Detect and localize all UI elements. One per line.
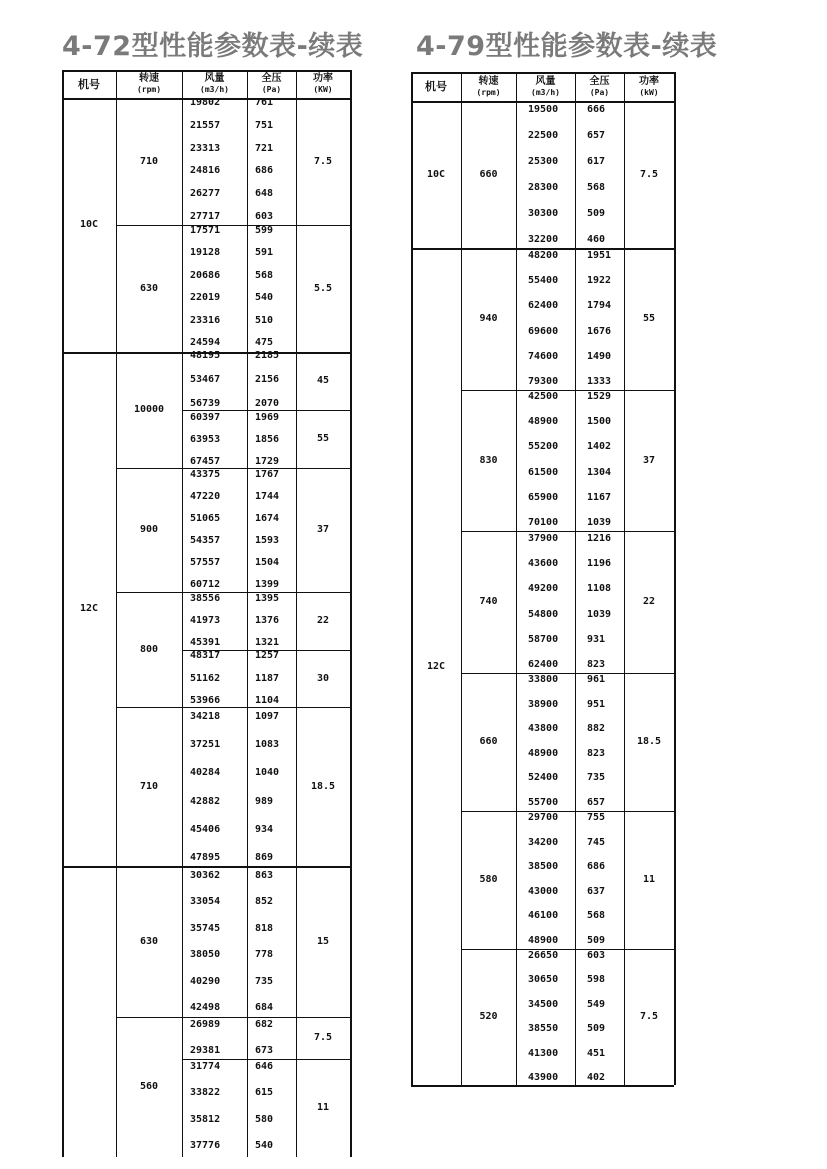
header-airflow-label: 风量: [535, 75, 556, 87]
pressure-value: 1216: [587, 533, 612, 544]
pressure-value: 1922: [587, 275, 612, 286]
table-vertical-rule: [411, 72, 413, 1085]
pressure-value: 682: [255, 1019, 274, 1030]
airflow-value: 24594: [190, 337, 221, 348]
header-speed-label: 转速: [139, 73, 159, 84]
pressure-value: 615: [255, 1087, 274, 1098]
header-model-label: 机号: [78, 77, 100, 91]
airflow-value: 63953: [190, 434, 221, 445]
power-cell: 37: [642, 454, 656, 466]
pressure-value: 1951: [587, 250, 612, 261]
speed-cell: 710: [139, 780, 159, 792]
pressure-value: 761: [255, 97, 274, 108]
table-vertical-rule: [461, 72, 462, 1085]
airflow-value: 52400: [528, 772, 559, 783]
pressure-value: 637: [587, 886, 606, 897]
header-pressure-label: 全压: [589, 75, 610, 87]
table-horizontal-rule: [461, 949, 674, 950]
pressure-value: 673: [255, 1045, 274, 1056]
airflow-value: 35812: [190, 1114, 221, 1125]
pressure-value: 755: [587, 812, 606, 823]
airflow-value: 38900: [528, 699, 559, 710]
airflow-value: 32200: [528, 234, 559, 245]
airflow-value: 60712: [190, 579, 221, 590]
table-horizontal-rule: [411, 248, 674, 250]
model-cell: 10C: [79, 219, 99, 230]
table-horizontal-rule: [461, 531, 674, 532]
airflow-value: 41973: [190, 615, 221, 626]
airflow-value: 29700: [528, 812, 559, 823]
power-cell: 22: [316, 615, 330, 626]
header-power-unit: (kW): [639, 87, 659, 97]
speed-cell: 660: [479, 736, 498, 747]
airflow-value: 33054: [190, 896, 221, 907]
airflow-value: 48200: [528, 250, 559, 261]
power-cell: 45: [316, 375, 330, 386]
airflow-value: 54357: [190, 535, 221, 546]
pressure-value: 934: [255, 824, 274, 835]
pressure-value: 852: [255, 896, 274, 907]
speed-cell: 580: [479, 874, 498, 885]
airflow-value: 37900: [528, 533, 559, 544]
header-model: [411, 72, 461, 101]
speed-cell: 940: [479, 313, 498, 324]
pressure-value: 1395: [255, 593, 280, 604]
airflow-value: 22019: [190, 292, 221, 303]
pressure-value: 951: [587, 699, 606, 710]
airflow-value: 19128: [190, 247, 221, 258]
airflow-value: 57557: [190, 557, 221, 568]
header-pressure-unit: (Pa): [261, 85, 282, 94]
airflow-value: 55200: [528, 441, 559, 452]
header-pressure: [575, 72, 624, 101]
airflow-value: 33800: [528, 674, 559, 685]
model-cell: 10C: [426, 168, 446, 180]
airflow-value: 70100: [528, 517, 559, 528]
pressure-value: 1794: [587, 300, 612, 311]
pressure-value: 2185: [255, 350, 280, 361]
table-vertical-rule: [575, 72, 576, 1085]
pressure-value: 540: [255, 1140, 274, 1151]
airflow-value: 45406: [190, 824, 221, 835]
pressure-value: 648: [255, 188, 274, 199]
airflow-value: 34500: [528, 999, 559, 1010]
airflow-value: 34200: [528, 837, 559, 848]
pressure-value: 1969: [255, 412, 280, 423]
table-horizontal-rule: [411, 72, 674, 74]
pressure-value: 1167: [587, 492, 612, 503]
pressure-value: 1504: [255, 557, 280, 568]
pressure-value: 735: [255, 976, 274, 987]
airflow-value: 43000: [528, 886, 559, 897]
header-speed: [461, 72, 516, 101]
speed-cell: 740: [479, 596, 498, 607]
pressure-value: 1376: [255, 615, 280, 626]
airflow-value: 41300: [528, 1048, 559, 1059]
power-cell: 7.5: [313, 1032, 333, 1043]
airflow-value: 31774: [190, 1061, 221, 1072]
airflow-value: 22500: [528, 130, 559, 141]
pressure-value: 778: [255, 949, 274, 960]
pressure-value: 1767: [255, 469, 280, 480]
header-speed-label: 转速: [478, 75, 499, 87]
table-horizontal-rule: [411, 1085, 674, 1087]
airflow-value: 62400: [528, 659, 559, 670]
airflow-value: 30362: [190, 870, 221, 881]
pressure-value: 823: [587, 659, 606, 670]
header-speed-unit: (rpm): [136, 85, 162, 94]
airflow-value: 23313: [190, 143, 221, 154]
speed-cell: 900: [139, 524, 159, 535]
pressure-value: 1729: [255, 456, 280, 467]
airflow-value: 51162: [190, 673, 221, 684]
airflow-value: 27717: [190, 211, 221, 222]
speed-cell: 830: [479, 454, 498, 466]
airflow-value: 42498: [190, 1002, 221, 1013]
header-airflow-unit: (m3/h): [200, 85, 229, 94]
header-pressure-unit: (Pa): [589, 87, 610, 97]
power-cell: 7.5: [639, 1011, 659, 1022]
pressure-value: 549: [587, 999, 606, 1010]
airflow-value: 43900: [528, 1072, 559, 1083]
airflow-value: 56739: [190, 398, 221, 409]
pressure-value: 686: [587, 861, 606, 872]
pressure-value: 568: [255, 270, 274, 281]
pressure-value: 684: [255, 1002, 274, 1013]
airflow-value: 43375: [190, 469, 221, 480]
pressure-value: 735: [587, 772, 606, 783]
pressure-value: 646: [255, 1061, 274, 1072]
table-horizontal-rule: [461, 811, 674, 812]
airflow-value: 74600: [528, 351, 559, 362]
airflow-value: 48900: [528, 416, 559, 427]
pressure-value: 1321: [255, 637, 280, 648]
airflow-value: 42882: [190, 796, 221, 807]
pressure-value: 931: [587, 634, 606, 645]
pressure-value: 823: [587, 748, 606, 759]
pressure-value: 617: [587, 156, 606, 167]
pressure-value: 451: [587, 1048, 606, 1059]
airflow-value: 33822: [190, 1087, 221, 1098]
table-vertical-rule: [516, 72, 517, 1085]
speed-cell: 710: [139, 155, 159, 167]
pressure-value: 598: [587, 974, 606, 985]
model-cell: 12C: [79, 603, 99, 614]
airflow-value: 47895: [190, 852, 221, 863]
speed-cell: 520: [479, 1011, 498, 1022]
power-cell: 11: [316, 1102, 330, 1113]
airflow-value: 62400: [528, 300, 559, 311]
airflow-value: 43800: [528, 723, 559, 734]
airflow-value: 23316: [190, 315, 221, 326]
pressure-value: 869: [255, 852, 274, 863]
table-vertical-rule: [624, 72, 625, 1085]
pressure-value: 751: [255, 120, 274, 131]
airflow-value: 28300: [528, 182, 559, 193]
pressure-value: 657: [587, 797, 606, 808]
pressure-value: 509: [587, 935, 606, 946]
pressure-value: 1039: [587, 609, 612, 620]
pressure-value: 540: [255, 292, 274, 303]
pressure-value: 475: [255, 337, 274, 348]
pressure-value: 1674: [255, 513, 280, 524]
speed-cell: 660: [479, 168, 498, 180]
airflow-value: 65900: [528, 492, 559, 503]
airflow-value: 38556: [190, 593, 221, 604]
pressure-value: 1399: [255, 579, 280, 590]
airflow-value: 30300: [528, 208, 559, 219]
pressure-value: 989: [255, 796, 274, 807]
airflow-value: 19500: [528, 104, 559, 115]
speed-cell: 560: [139, 1081, 159, 1092]
power-cell: 55: [642, 313, 656, 324]
pressure-value: 818: [255, 923, 274, 934]
pressure-value: 1187: [255, 673, 280, 684]
pressure-value: 1333: [587, 376, 612, 387]
airflow-value: 69600: [528, 326, 559, 337]
airflow-value: 48317: [190, 650, 221, 661]
pressure-value: 591: [255, 247, 274, 258]
pressure-value: 460: [587, 234, 606, 245]
airflow-value: 53467: [190, 374, 221, 385]
airflow-value: 34218: [190, 711, 221, 722]
pressure-value: 882: [587, 723, 606, 734]
airflow-value: 45391: [190, 637, 221, 648]
pressure-value: 2070: [255, 398, 280, 409]
airflow-value: 37251: [190, 739, 221, 750]
pressure-value: 1676: [587, 326, 612, 337]
airflow-value: 47220: [190, 491, 221, 502]
header-airflow-unit: (m3/h): [531, 87, 560, 97]
right-table-title: 4-79型性能参数表-续表: [416, 31, 718, 62]
pressure-value: 745: [587, 837, 606, 848]
pressure-value: 568: [587, 910, 606, 921]
airflow-value: 40290: [190, 976, 221, 987]
table-vertical-rule: [674, 72, 676, 1085]
header-speed-unit: (rpm): [476, 87, 501, 97]
pressure-value: 402: [587, 1072, 606, 1083]
speed-cell: 800: [139, 643, 159, 655]
pressure-value: 686: [255, 165, 274, 176]
airflow-value: 55400: [528, 275, 559, 286]
power-cell: 55: [316, 433, 330, 444]
speed-cell: 630: [139, 935, 159, 947]
model-cell: 12C: [426, 660, 446, 672]
pressure-value: 603: [587, 950, 606, 961]
pressure-value: 863: [255, 870, 274, 881]
airflow-value: 38550: [528, 1023, 559, 1034]
airflow-value: 38050: [190, 949, 221, 960]
power-cell: 5.5: [313, 282, 333, 294]
power-cell: 7.5: [313, 155, 333, 167]
pressure-value: 1593: [255, 535, 280, 546]
pressure-value: 666: [587, 104, 606, 115]
airflow-value: 40284: [190, 767, 221, 778]
speed-cell: 630: [139, 282, 159, 294]
header-airflow-label: 风量: [204, 73, 225, 84]
pressure-value: 961: [587, 674, 606, 685]
pressure-value: 599: [255, 225, 274, 236]
pressure-value: 510: [255, 315, 274, 326]
pressure-value: 1744: [255, 491, 280, 502]
pressure-value: 1257: [255, 650, 280, 661]
pressure-value: 509: [587, 208, 606, 219]
airflow-value: 26989: [190, 1019, 221, 1030]
power-cell: 22: [642, 596, 656, 607]
table-horizontal-rule: [411, 101, 674, 103]
pressure-value: 580: [255, 1114, 274, 1125]
pressure-value: 509: [587, 1023, 606, 1034]
airflow-value: 67457: [190, 456, 221, 467]
table-horizontal-rule: [461, 673, 674, 674]
pressure-value: 1490: [587, 351, 612, 362]
pressure-value: 2156: [255, 374, 280, 385]
airflow-value: 46100: [528, 910, 559, 921]
pressure-value: 1529: [587, 391, 612, 402]
airflow-value: 43600: [528, 558, 559, 569]
airflow-value: 51065: [190, 513, 221, 524]
power-cell: 37: [316, 524, 330, 535]
airflow-value: 17571: [190, 225, 221, 236]
airflow-value: 25300: [528, 156, 559, 167]
airflow-value: 19802: [190, 97, 221, 108]
airflow-value: 24816: [190, 165, 221, 176]
airflow-value: 26277: [190, 188, 221, 199]
header-airflow: [516, 72, 575, 101]
airflow-value: 48900: [528, 935, 559, 946]
pressure-value: 568: [587, 182, 606, 193]
airflow-value: 54800: [528, 609, 559, 620]
pressure-value: 1196: [587, 558, 612, 569]
airflow-value: 29381: [190, 1045, 221, 1056]
power-cell: 7.5: [639, 168, 659, 180]
pressure-value: 1039: [587, 517, 612, 528]
header-power: [624, 72, 674, 101]
airflow-value: 61500: [528, 467, 559, 478]
airflow-value: 48900: [528, 748, 559, 759]
airflow-value: 58700: [528, 634, 559, 645]
power-cell: 18.5: [636, 736, 662, 747]
airflow-value: 79300: [528, 376, 559, 387]
header-power-unit: (KW): [313, 85, 333, 94]
power-cell: 15: [316, 935, 330, 947]
header-pressure-label: 全压: [261, 73, 282, 84]
pressure-value: 1108: [587, 583, 612, 594]
power-cell: 30: [316, 672, 330, 684]
pressure-value: 1500: [587, 416, 612, 427]
pressure-value: 1097: [255, 711, 280, 722]
pressure-value: 1856: [255, 434, 280, 445]
table-horizontal-rule: [461, 390, 674, 391]
left-table-title: 4-72型性能参数表-续表: [62, 31, 364, 62]
header-model-label: 机号: [425, 80, 447, 93]
airflow-value: 37776: [190, 1140, 221, 1151]
airflow-value: 60397: [190, 412, 221, 423]
pressure-value: 1402: [587, 441, 612, 452]
airflow-value: 21557: [190, 120, 221, 131]
header-power-label: 功率: [639, 75, 659, 87]
airflow-value: 42500: [528, 391, 559, 402]
airflow-value: 48195: [190, 350, 221, 361]
airflow-value: 38500: [528, 861, 559, 872]
airflow-value: 53966: [190, 695, 221, 706]
airflow-value: 49200: [528, 583, 559, 594]
pressure-value: 1304: [587, 467, 612, 478]
airflow-value: 20686: [190, 270, 221, 281]
pressure-value: 721: [255, 143, 274, 154]
header-power-label: 功率: [313, 73, 333, 84]
airflow-value: 26650: [528, 950, 559, 961]
pressure-value: 1083: [255, 739, 280, 750]
pressure-value: 657: [587, 130, 606, 141]
airflow-value: 35745: [190, 923, 221, 934]
airflow-value: 30650: [528, 974, 559, 985]
pressure-value: 1104: [255, 695, 280, 706]
power-cell: 18.5: [310, 780, 336, 792]
pressure-value: 603: [255, 211, 274, 222]
speed-cell: 10000: [133, 404, 165, 415]
power-cell: 11: [642, 874, 656, 885]
pressure-value: 1040: [255, 767, 280, 778]
airflow-value: 55700: [528, 797, 559, 808]
